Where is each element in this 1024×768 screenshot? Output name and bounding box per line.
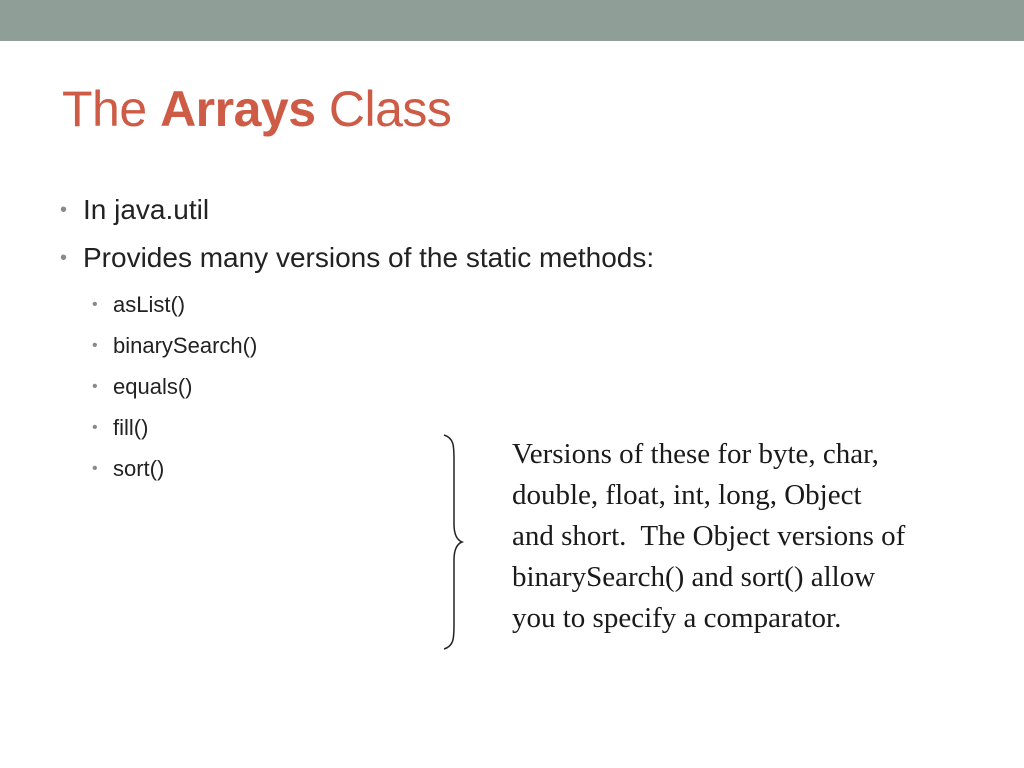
slide-title [62, 82, 451, 137]
title-prefix: The [62, 81, 161, 137]
note-line: Versions of these for byte, char, [512, 438, 879, 470]
curly-brace-icon [438, 432, 468, 652]
method-item: • binarySearch() [60, 325, 654, 366]
note-line: you to specify a comparator. [512, 602, 842, 634]
method-item: • asList() [60, 284, 654, 325]
method-item: • equals() [60, 366, 654, 407]
versions-note [512, 434, 992, 639]
note-line: double, float, int, long, Object [512, 479, 862, 511]
note-line: and short. The Object versions of [512, 520, 906, 552]
bullet-item: • Provides many versions of the static methods: [60, 234, 654, 282]
title-emphasis: Arrays [160, 81, 316, 137]
method-item: • fill() [60, 407, 654, 448]
note-line: binarySearch() and sort() allow [512, 561, 876, 593]
bullet-item: • In java.util [60, 186, 654, 234]
method-item: • sort() [60, 448, 654, 489]
title-suffix: Class [315, 81, 452, 137]
header-band [0, 0, 1024, 41]
